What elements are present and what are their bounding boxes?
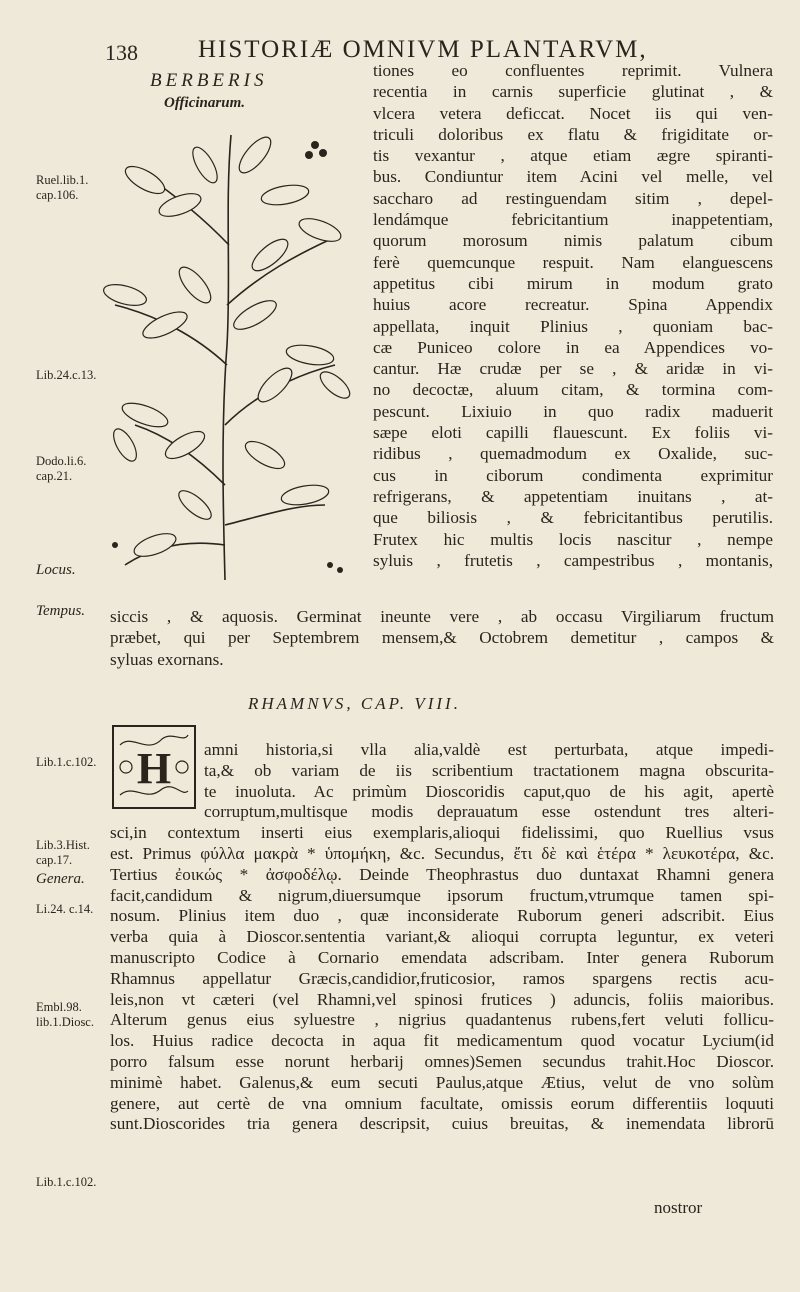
berberis-woodcut-icon: [95, 125, 357, 585]
text-line: no decoctæ, aluum citam, & tormina com-: [373, 380, 773, 400]
text-line: refrigerans, & appetentiam inuitans , at-: [373, 486, 773, 506]
text-line: pescunt. Lixiuio in quo radix maduerit: [373, 401, 773, 421]
full-width-text: [110, 606, 774, 670]
text-line: appetitus cibi mirum in modum grato: [373, 273, 773, 293]
text-line: porro falsum esse norunt herbarij omnes)Semen secundus trahit.Hoc Dioscor.: [110, 1051, 774, 1071]
catchword: nostror: [654, 1198, 703, 1217]
text-line: te inuoluta. Ac primùm Dioscoridis caput,quo de his agit, apertè: [204, 781, 774, 801]
text-line: nosum. Plinius item duo , quæ inconsiderate Ruborum generi adscribit. Eius: [110, 906, 774, 926]
running-header: HISTORIÆ OMNIVM PLANTARVM,: [198, 36, 648, 63]
column-text: [373, 60, 773, 571]
text-line: cantur. Hæ crudæ per se , & aridæ in vi-: [373, 359, 773, 379]
text-line: quorum morosum nimis palatum cibum: [373, 231, 773, 251]
margin-note-dodo: Dodo.li.6. cap.21.: [36, 454, 87, 483]
text-line: triculi doloribus ex flatu & frigiditate or-: [373, 124, 773, 144]
text-line: los. Huius radice decocta in aqua fit medicamentum quod vocatur Lycium(id: [110, 1031, 774, 1051]
text-line: recentia in carnis superficie glutinat , &: [373, 82, 773, 102]
text-line: minimè habet. Galenus,& eum secuti Paulus,atque Ætius, velut de vno solùm: [110, 1072, 774, 1092]
initial-letter: H: [136, 744, 172, 793]
text-line: genere, aut certè de vna omnium facultate, omissis eorum differentiis loquuti: [110, 1093, 774, 1113]
margin-note-lib1a: Lib.1.c.102.: [36, 755, 97, 769]
plant-title: BERBERIS: [150, 70, 268, 91]
margin-note-genera: Genera.: [36, 871, 85, 887]
margin-note-tempus: Tempus.: [36, 603, 86, 619]
text-line: leis,non vt cæteri (vel Rhamni,vel spinosi frutices ) aduncis, foliis maioribus.: [110, 989, 774, 1009]
text-line: Tertius ἐοικώς * ἀσφοδέλῳ. Deinde Theophrastus duo duntaxat Rhamni genera: [110, 864, 774, 884]
text-line: facit,candidum & nigrum,diuersumque ipsorum fructum,vtrumque tamen spi-: [110, 885, 774, 905]
text-line: verba quia à Dioscor.sententia variant,& alioqui corrupta leguntur, ex veteri: [110, 927, 774, 947]
text-line: que biliosis , & febricitantibus perutilis.: [373, 508, 773, 528]
margin-note-locus: Locus.: [36, 562, 76, 578]
text-line: corruptum,multisque modis deprauatum esse ostendunt tres alteri-: [204, 802, 774, 822]
chapter-text: [110, 740, 774, 1135]
margin-note-lib24: Lib.24.c.13.: [36, 368, 97, 382]
page-number: 138: [105, 40, 138, 65]
text-line: lendámque febricitantium inappetentiam,: [373, 210, 773, 230]
text-line: Frutex hic multis locis nascitur , nempe: [373, 529, 773, 549]
text-line: syluis , frutetis , campestribus , montanis,: [373, 550, 773, 570]
text-line: appellata, inquit Plinius , quoniam bac-: [373, 316, 773, 336]
text-line: vlcera vetera deficcat. Nocet iis qui ven-: [373, 103, 773, 123]
text-line: est. Primus φύλλα μακρὰ * ὑπομήκη, &c. Secundus, ἔτι δὲ καὶ ἑτέρα * λευκοτέρα, &c.: [110, 843, 774, 863]
text-line: Alterum genus eius syluestre , nigrius quadantenus rubens,fert veluti follicu-: [110, 1010, 774, 1030]
text-line: manuscripto Codice à Cornario emendata adscribam. Inter genera Ruborum: [110, 947, 774, 967]
margin-note-lib1b: Lib.1.c.102.: [36, 1175, 97, 1189]
margin-note-lib3: Lib.3.Hist. cap.17.: [36, 838, 90, 867]
text-line: tiones eo confluentes reprimit. Vulnera: [373, 61, 773, 80]
text-line: ta,& ob variam de iis scribentium tractationem magna obscurita-: [204, 760, 774, 780]
text-line: tis vexantur , atque etiam ægre spiranti-: [373, 146, 773, 166]
text-line: huius acore recreatur. Spina Appendix: [373, 295, 773, 315]
plant-subtitle: Officinarum.: [164, 95, 245, 111]
text-line: cus in ciborum condimenta exprimitur: [373, 465, 773, 485]
text-line: siccis , & aquosis. Germinat ineunte vere , ab occasu Virgiliarum fructum: [110, 607, 774, 626]
text-line: ridibus , quemadmodum ex Oxalide, suc-: [373, 444, 773, 464]
text-line: sunt.Dioscorides tria genera descripsit, cuius breuitas, & inemendata librorū: [110, 1114, 774, 1134]
text-line: bus. Condiuntur item Acini vel melle, vel: [373, 167, 773, 187]
text-line: præbet, qui per Septembrem mensem,& Octobrem demetitur , campos &: [110, 628, 774, 648]
text-line: sci,in contextum inserti eius exemplaris,alioqui fidelissimi, quo Ruellius vsus: [110, 823, 774, 843]
text-line: ferè quemcunque respuit. Nam elanguescens: [373, 252, 773, 272]
margin-note-li24: Li.24. c.14.: [36, 902, 94, 916]
text-line: cæ Puniceo colore in ea Appendices vo-: [373, 337, 773, 357]
chapter-heading: RHAMNVS, CAP. VIII.: [248, 694, 461, 713]
margin-note-ruel: Ruel.lib.1. cap.106.: [36, 173, 89, 202]
text-line: syluas exornans.: [110, 649, 224, 669]
margin-note-embl: Embl.98. lib.1.Diosc.: [36, 1000, 94, 1029]
text-line: amni historia,si vlla alia,valdè est perturbata, atque impedi-: [204, 740, 774, 759]
text-line: sæpe eloti capilli flauescunt. Ex foliis vi-: [373, 423, 773, 443]
text-line: saccharo ad restinguendam sitim , depel-: [373, 188, 773, 208]
text-line: Rhamnus appellatur Græcis,candidior,fruticosior, ramos spargens rectis acu-: [110, 968, 774, 988]
